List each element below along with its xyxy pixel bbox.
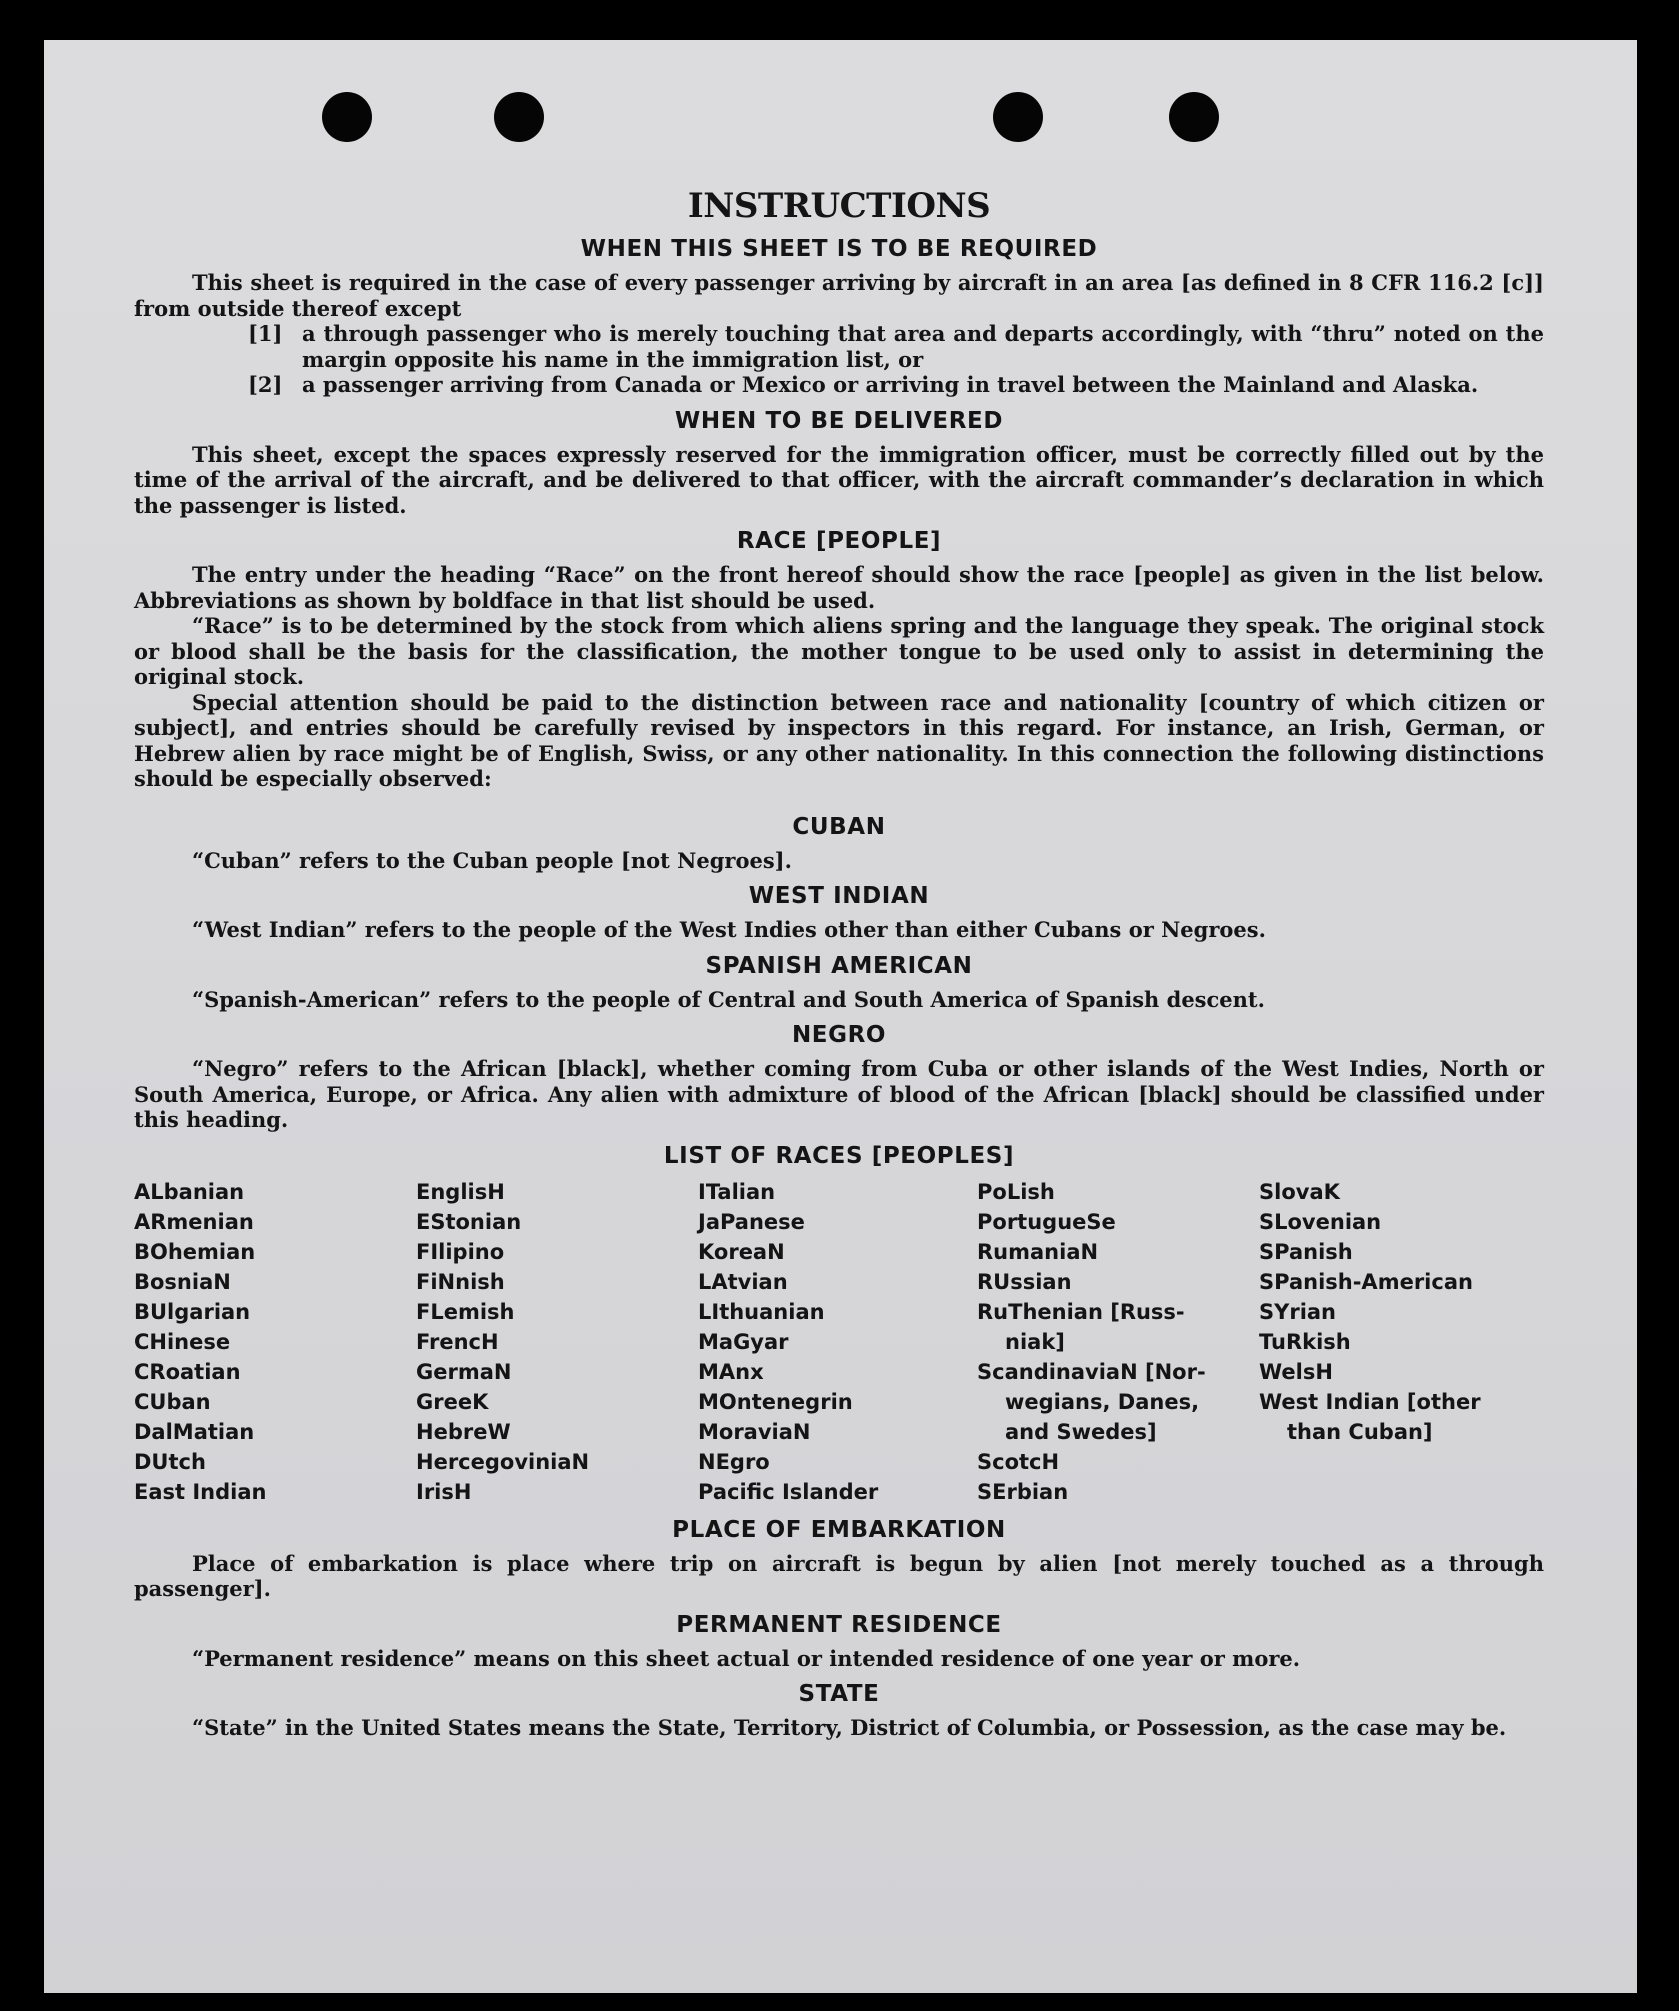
section-heading: WEST INDIAN: [748, 883, 930, 909]
race-item: GermaN: [416, 1359, 512, 1384]
section-heading: STATE: [798, 1681, 880, 1707]
race-item: MOntenegrin: [698, 1389, 853, 1414]
races-heading: LIST OF RACES [PEOPLES]: [663, 1142, 1015, 1169]
race-item-continued: wegians, Danes,: [1005, 1389, 1200, 1414]
paragraph: “West Indian” refers to the people of the West Indies other than either Cubans or Negroes.: [192, 917, 1266, 942]
section-heading: PERMANENT RESIDENCE: [676, 1611, 1002, 1638]
race-item: RUssian: [977, 1269, 1072, 1294]
race-item: ScotcH: [977, 1449, 1060, 1474]
race-item: FIlipino: [416, 1239, 505, 1264]
race-item: MoraviaN: [698, 1419, 811, 1444]
race-item: CRoatian: [134, 1359, 241, 1384]
paragraph: This sheet is required in the case of every passenger arriving by aircraft in an area [as defined in 8 CFR 116.2 [c]] from outside thereof except: [134, 270, 1544, 321]
paragraph: “State” in the United States means the State, Territory, District of Columbia, or Possession, as the case may be.: [192, 1715, 1507, 1740]
section-heading: WHEN THIS SHEET IS TO BE REQUIRED: [580, 236, 1098, 262]
document-page: [44, 40, 1637, 1993]
section-heading: CUBAN: [792, 813, 886, 840]
race-item: FrencH: [416, 1329, 499, 1354]
races-column: [698, 1177, 977, 1507]
race-item: Pacific Islander: [698, 1479, 879, 1504]
races-list: [134, 1177, 1544, 1507]
paragraph: The entry under the heading “Race” on the front hereof should show the race [people] as given in the list below. Abbreviations as shown by boldface in that list should be used.: [134, 562, 1544, 613]
punch-hole: [993, 92, 1043, 142]
race-item: SlovaK: [1259, 1179, 1340, 1204]
race-item: EnglisH: [416, 1179, 505, 1204]
race-item: IrisH: [416, 1479, 472, 1504]
race-item: ScandinaviaN [Nor-: [977, 1359, 1206, 1384]
race-item: LAtvian: [698, 1269, 788, 1294]
race-item: East Indian: [134, 1479, 267, 1504]
race-item: BOhemian: [134, 1239, 256, 1264]
race-item: NEgro: [698, 1449, 770, 1474]
race-item: SLovenian: [1259, 1209, 1382, 1234]
race-item: DalMatian: [134, 1419, 255, 1444]
race-item: SErbian: [977, 1479, 1069, 1504]
race-item: West Indian [other: [1259, 1389, 1481, 1414]
list-item: [134, 321, 1544, 372]
race-item: JaPanese: [698, 1209, 805, 1234]
race-item: ARmenian: [134, 1209, 254, 1234]
race-item: PoLish: [977, 1179, 1055, 1204]
race-item: RuThenian [Russ-: [977, 1299, 1185, 1324]
races-column: [134, 1177, 416, 1507]
section-heading: NEGRO: [791, 1022, 887, 1048]
paragraph: “Race” is to be determined by the stock from which aliens spring and the language they speak. The original stock or blood shall be the basis for the classification, the mother tongue to be used only to assist in determining the original stock.: [134, 613, 1544, 689]
paragraph: “Cuban” refers to the Cuban people [not Negroes].: [192, 847, 792, 873]
item-text: a through passenger who is merely touching that area and departs accordingly, with “thru” noted on the margin opposite his name in the immigration list, or: [302, 321, 1544, 372]
race-item: EStonian: [416, 1209, 522, 1234]
race-item-continued: and Swedes]: [1005, 1419, 1157, 1444]
race-item: MaGyar: [698, 1329, 789, 1354]
paragraph: “Negro” refers to the African [black], whether coming from Cuba or other islands of the West Indies, North or South America, Europe, or Africa. Any alien with admixture of blood of the African [black] should be classified under this heading.: [134, 1056, 1544, 1132]
section-heading: WHEN TO BE DELIVERED: [674, 407, 1004, 434]
race-item: BUlgarian: [134, 1299, 251, 1324]
item-text: a passenger arriving from Canada or Mexico or arriving in travel between the Mainland and Alaska.: [302, 372, 1479, 397]
section-heading: SPANISH AMERICAN: [705, 952, 973, 979]
race-item: GreeK: [416, 1389, 489, 1414]
race-item: TuRkish: [1259, 1329, 1351, 1354]
paragraph: This sheet, except the spaces expressly reserved for the immigration officer, must be correctly filled out by the time of the arrival of the aircraft, and be delivered to that officer, with the aircraft commander’s declaration in which the passenger is listed.: [134, 441, 1544, 518]
paragraph: Place of embarkation is place where trip on aircraft is begun by alien [not merely touched as a through passenger].: [134, 1550, 1544, 1601]
race-item: LIthuanian: [698, 1299, 825, 1324]
race-item: SPanish: [1259, 1239, 1353, 1264]
race-item: CUban: [134, 1389, 211, 1414]
races-column: [1259, 1177, 1544, 1507]
race-item: ITalian: [698, 1179, 776, 1204]
race-item: ALbanian: [134, 1179, 245, 1204]
instructions-content: [134, 144, 1544, 1741]
item-number: [2]: [248, 372, 283, 397]
race-item: RumaniaN: [977, 1239, 1099, 1264]
race-item: FLemish: [416, 1299, 515, 1324]
race-item: DUtch: [134, 1449, 206, 1474]
races-column: [416, 1177, 698, 1507]
race-item-continued: niak]: [1005, 1329, 1065, 1354]
race-item: HercegoviniaN: [416, 1449, 590, 1474]
list-item: [134, 372, 1544, 398]
paragraph: Special attention should be paid to the distinction between race and nationality [country of which citizen or subject], and entries should be carefully revised by inspectors in this regard. For instance, an Irish, German, or Hebrew alien by race might be of English, Swiss, or any other nationality. In this connection the following distinctions should be especially observed:: [134, 689, 1544, 791]
race-item: HebreW: [416, 1419, 511, 1444]
race-item: CHinese: [134, 1329, 231, 1354]
punch-hole: [322, 92, 372, 142]
race-item: FiNnish: [416, 1269, 505, 1294]
page-title: INSTRUCTIONS: [687, 186, 991, 226]
race-item-continued: than Cuban]: [1287, 1419, 1433, 1444]
section-heading: RACE [PEOPLE]: [736, 528, 942, 554]
item-number: [1]: [248, 321, 283, 346]
race-item: PortugueSe: [977, 1209, 1116, 1234]
race-item: KoreaN: [698, 1239, 785, 1264]
race-item: MAnx: [698, 1359, 764, 1384]
race-item: WelsH: [1259, 1359, 1333, 1384]
paragraph: “Spanish-American” refers to the people of Central and South America of Spanish descent.: [192, 986, 1265, 1012]
race-item: SPanish-American: [1259, 1269, 1473, 1294]
races-column: [977, 1177, 1259, 1507]
punch-hole: [1169, 92, 1219, 142]
paragraph: “Permanent residence” means on this sheet actual or intended residence of one year or more.: [192, 1645, 1301, 1671]
race-item: SYrian: [1259, 1299, 1337, 1324]
race-item: BosniaN: [134, 1269, 231, 1294]
punch-hole: [494, 92, 544, 142]
section-heading: PLACE OF EMBARKATION: [672, 1516, 1006, 1543]
